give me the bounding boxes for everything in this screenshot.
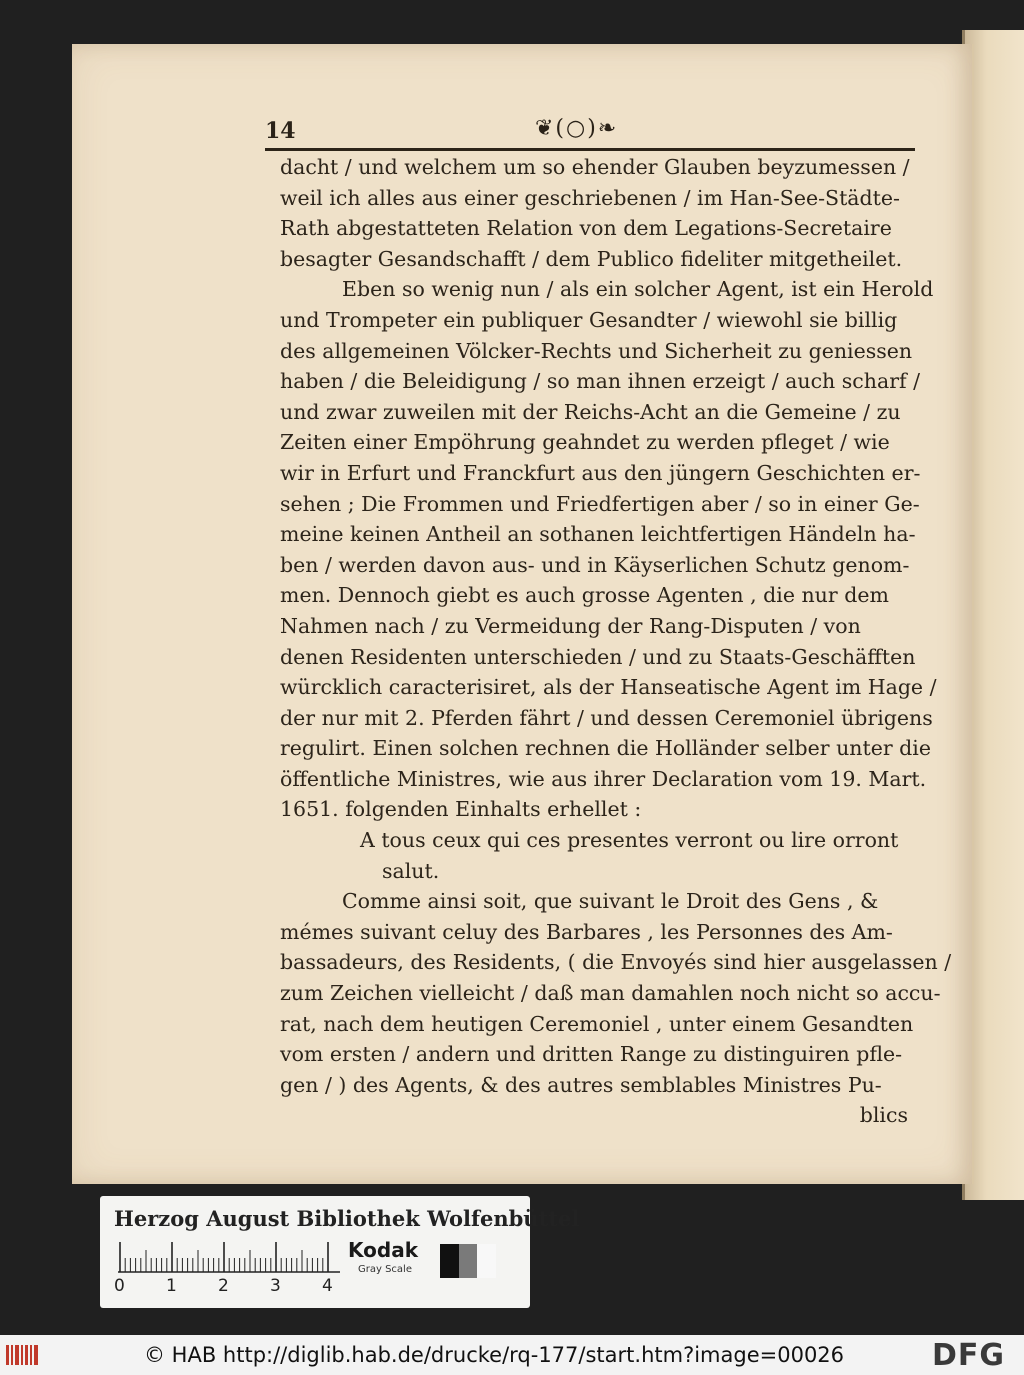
library-name: Herzog August Bibliothek Wolfenbüttel (114, 1206, 580, 1231)
header-ornament: ❦(○)❧ (535, 116, 619, 141)
text-line: weil ich alles aus einer geschriebenen / im Han-See-Städte- (280, 185, 900, 210)
text-line: wir in Erfurt und Franckfurt aus den jüngern Geschichten er- (280, 460, 921, 485)
gray-scale-swatches (440, 1244, 496, 1278)
gray-scale-label: Gray Scale (358, 1264, 412, 1275)
text-line: und zwar zuweilen mit der Reichs-Acht an die Gemeine / zu (280, 399, 901, 424)
text-line: salut. (382, 858, 440, 883)
gray-swatch-mid (459, 1244, 478, 1278)
text-line: A tous ceux qui ces presentes verront ou lire orront (360, 828, 899, 853)
hab-barcode-icon (6, 1343, 40, 1367)
text-line: men. Dennoch giebt es auch grosse Agenten , die nur dem (280, 583, 889, 608)
ruler-label: 2 (218, 1276, 229, 1296)
text-line: mémes suivant celuy des Barbares , les Personnes des Am- (280, 919, 893, 944)
text-line: dacht / und welchem um so ehender Glauben beyzumessen / (280, 155, 910, 179)
running-header (265, 112, 915, 151)
catchword: blics (859, 1103, 908, 1128)
text-line: Eben so wenig nun / als ein solcher Agent, ist ein Herold (342, 277, 934, 302)
text-line: Nahmen nach / zu Vermeidung der Rang-Disputen / von (280, 613, 861, 638)
dfg-logo: DFG (932, 1338, 1006, 1373)
text-line: Rath abgestatteten Relation von dem Legations-Secretaire (280, 216, 892, 241)
text-line: zum Zeichen vielleicht / daß man damahlen noch nicht so accu- (280, 981, 941, 1006)
ruler-label: 3 (270, 1276, 281, 1296)
text-line: öffentliche Ministres, wie aus ihrer Declaration vom 19. Mart. (280, 766, 927, 791)
text-line: bassadeurs, des Residents, ( die Envoyés sind hier ausgelassen / (280, 950, 952, 975)
gray-swatch-white (477, 1244, 496, 1278)
text-line: besagter Gesandschafft / dem Publico fideliter mitgetheilet. (280, 246, 903, 271)
ruler-label: 0 (114, 1276, 125, 1296)
text-line: Comme ainsi soit, que suivant le Droit des Gens , & (342, 889, 879, 914)
gray-swatch-black (440, 1244, 459, 1278)
color-calibration-card (100, 1196, 580, 1308)
footer-bar (0, 1335, 1024, 1375)
text-line: meine keinen Antheil an sothanen leichtfertigen Händeln ha- (280, 522, 916, 547)
ruler-label: 4 (322, 1276, 333, 1296)
text-line: sehen ; Die Frommen und Friedfertigen aber / so in einer Ge- (280, 491, 920, 516)
text-line: der nur mit 2. Pferden fährt / und dessen Ceremoniel übrigens (280, 705, 933, 730)
ruler-labels (114, 1276, 354, 1298)
text-line: des allgemeinen Völcker-Rechts und Sicherheit zu geniessen (280, 338, 913, 363)
text-line: 1651. folgenden Einhalts erhellet : (280, 797, 642, 822)
text-line: würcklich caracterisiret, als der Hanseatische Agent im Hage / (280, 675, 937, 700)
scale-ruler (118, 1238, 340, 1274)
kodak-logo: Kodak (348, 1238, 418, 1262)
text-line: haben / die Beleidigung / so man ihnen erzeigt / auch scharf / (280, 369, 921, 394)
text-line: vom ersten / andern und dritten Range zu distinguiren pfle- (280, 1042, 903, 1067)
text-line: regulirt. Einen solchen rechnen die Holländer selber unter die (280, 736, 931, 761)
page-number: 14 (265, 118, 296, 144)
text-line: und Trompeter ein publiquer Gesandter / wiewohl sie billig (280, 307, 898, 332)
page-text (280, 152, 952, 1131)
ruler-label: 1 (166, 1276, 177, 1296)
text-line: Zeiten einer Empöhrung geahndet zu werden pfleget / wie (280, 430, 890, 455)
text-line: ben / werden davon aus- und in Käyserlichen Schutz genom- (280, 552, 910, 577)
text-line: gen / ) des Agents, & des autres semblables Ministres Pu- (280, 1072, 882, 1097)
text-line: rat, nach dem heutigen Ceremoniel , unter einem Gesandten (280, 1011, 914, 1036)
copyright-url[interactable]: © HAB http://diglib.hab.de/drucke/rq-177/start.htm?image=00026 (144, 1343, 845, 1367)
text-line: denen Residenten unterschieden / und zu Staats-Geschäfften (280, 644, 916, 669)
